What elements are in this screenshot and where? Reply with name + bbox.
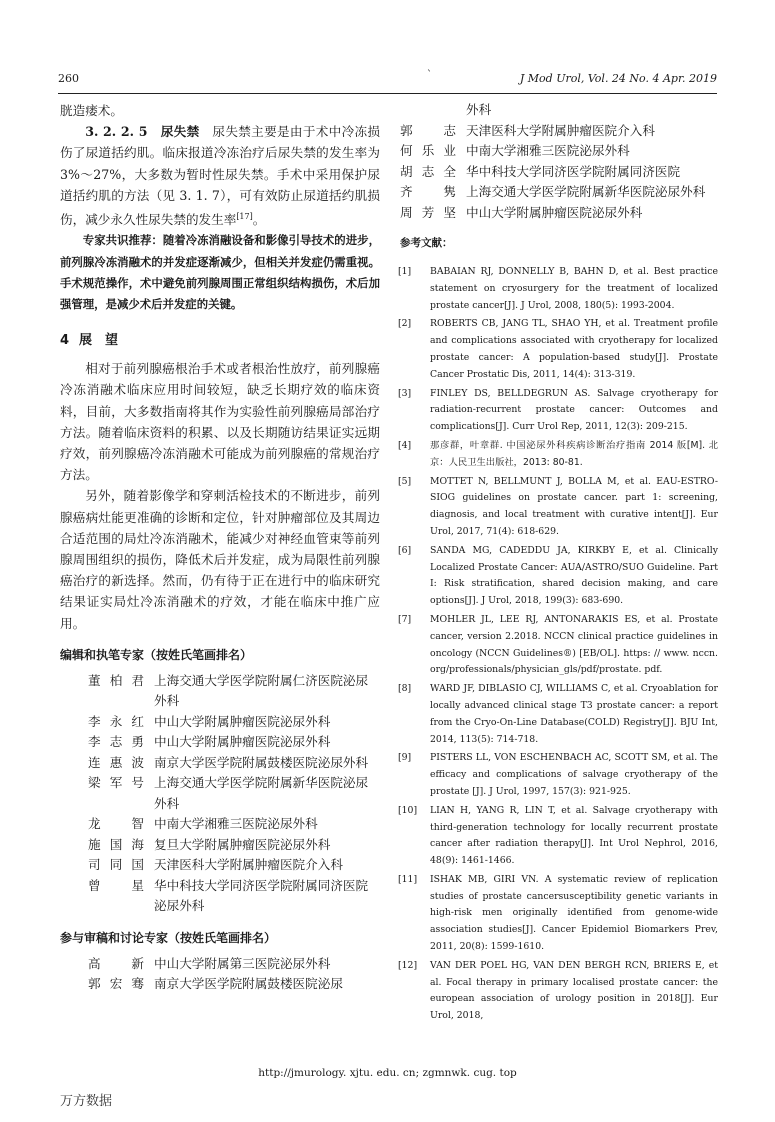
paragraph-cont: 胱造瘘术。 <box>60 103 123 118</box>
subsection-heading: 3. 2. 2. 5 尿失禁 <box>85 124 213 140</box>
editor-affiliation: 上海交通大学医学院附属新华医院泌尿外科 <box>154 775 369 811</box>
reviewer-item <box>398 162 718 183</box>
editor-name: 梁军号 <box>88 775 144 791</box>
reference-item <box>398 750 718 800</box>
reference-text: BABAIAN RJ, DONNELLY B, BAHN D, et al. Best practice statement on cryosurgery for the treatment of localized prostate cancer[J]. J Urol, 2008, 180(5): 1993-2004. <box>430 266 718 311</box>
editor-affiliation: 天津医科大学附属肿瘤医院介入科 <box>154 857 343 873</box>
reference-item <box>398 612 718 679</box>
editors-list <box>60 671 380 917</box>
reviewer-item <box>398 182 718 203</box>
reference-text: ROBERTS CB, JANG TL, SHAO YH, et al. Treatment profile and complications associated with cryotherapy for localized prostate cancer: A population-based study[J]. Prostate Cancer Prostatic Dis, 2011, 14(4): 313-319. <box>430 318 718 380</box>
reviewer-affiliation: 华中科技大学同济医学院附属同济医院 <box>466 163 681 179</box>
editor-name: 李永红 <box>88 713 144 729</box>
editor-affiliation: 中南大学湘雅三医院泌尿外科 <box>154 816 318 832</box>
reference-number: [10] <box>398 804 418 816</box>
reviewer-name: 高 新 <box>88 955 144 971</box>
reviewer-name: 郭宏骞 <box>88 976 144 992</box>
editor-affiliation: 华中科技大学同济医学院附属同济医院泌尿外科 <box>154 877 369 914</box>
editors-heading: 编辑和执笔专家（按姓氏笔画排名） <box>60 647 253 662</box>
references-heading: 参考文献： <box>400 237 453 249</box>
editor-item <box>60 773 380 814</box>
reference-item <box>398 316 718 383</box>
reference-number: [9] <box>398 752 412 764</box>
reviewer-affiliation: 中山大学附属第三医院泌尿外科 <box>154 955 331 971</box>
reviewer-name: 周芳坚 <box>400 204 456 220</box>
reviewer-item <box>60 974 380 995</box>
editor-affiliation: 复旦大学附属肿瘤医院泌尿外科 <box>154 836 331 852</box>
reference-item <box>398 681 718 748</box>
reference-item <box>398 872 718 956</box>
paragraph-outlook-1: 相对于前列腺癌根治手术或者根治性放疗，前列腺癌冷冻消融术临床应用时间较短，缺乏长期疗效的临床资料，目前，大多数指南将其作为实验性前列腺癌局部治疗方法。随着临床资料的积累、以及长期随访结果证实远期疗效，前列腺癌冷冻消融术可能成为前列腺癌的常规治疗方法。 <box>60 361 380 483</box>
citation: [17] <box>236 212 253 222</box>
reviewer-name <box>400 100 456 121</box>
page-number: 260 <box>58 72 79 85</box>
editor-name: 董柏君 <box>88 672 144 688</box>
reference-text: WARD JF, DIBLASIO CJ, WILLIAMS C, et al. Cryoablation for locally advanced clinical stage T3 prostate cancer: a report from the Cryo-On-Line Database(COLD) Registry[J]. BJU Int, 2014, 113(5): 714-718. <box>430 683 718 745</box>
editor-name: 施国海 <box>88 836 144 852</box>
editor-item <box>60 876 380 917</box>
reference-number: [11] <box>398 873 418 885</box>
reference-number: [6] <box>398 544 412 556</box>
editor-item <box>60 712 380 733</box>
reference-item <box>398 474 718 541</box>
reviewer-name: 郭 志 <box>400 122 456 138</box>
header-rule <box>58 93 717 94</box>
reviewer-name: 何乐业 <box>400 143 456 158</box>
paragraph-end: 。 <box>252 212 266 228</box>
reference-item <box>398 803 718 870</box>
reference-number: [8] <box>398 683 412 695</box>
reference-text: LIAN H, YANG R, LIN T, et al. Salvage cryotherapy with third-generation technology for locally recurrent prostate cancer after radiation therapy[J]. Int Urol Nephrol, 2016, 48(9): 1461-1466. <box>430 804 718 867</box>
reference-text: SANDA MG, CADEDDU JA, KIRKBY E, et al. Clinically Localized Prostate Cancer: AUA/ASTRO/SUO Guideline. Part I: Risk stratification, shared decision making, and care options[J]. J Urol, 2018, 199(3): 683-690. <box>430 544 718 607</box>
reference-number: [12] <box>398 959 418 971</box>
editor-affiliation: 上海交通大学医学院附属仁济医院泌尿外科 <box>154 672 369 709</box>
reference-number: [2] <box>398 318 412 330</box>
reference-text: MOTTET N, BELLMUNT J, BOLLA M, et al. EAU-ESTRO-SIOG guidelines on prostate cancer. part 1: screening, diagnosis, and local treatment with curative intent[J]. Eur Urol, 2017, 71(4): 618-629. <box>430 475 718 537</box>
editor-name: 司同国 <box>88 857 144 873</box>
editor-item <box>60 732 380 753</box>
reference-text: 那彦群，叶章群. 中国泌尿外科疾病诊断治疗指南 2014 版[M]. 北京：人民卫生出版社，2013: 80-81. <box>430 439 718 468</box>
left-column <box>60 100 380 995</box>
section-number: 4 <box>60 333 70 349</box>
editor-name: 李志勇 <box>88 734 144 750</box>
reviewer-name: 齐 隽 <box>400 184 456 199</box>
right-column <box>398 100 718 1027</box>
reviewers-heading: 参与审稿和讨论专家（按姓氏笔画排名） <box>60 930 277 945</box>
reviewer-item <box>398 121 718 142</box>
consensus-recommendation: 专家共识推荐：随着冷冻消融设备和影像引导技术的进步，前列腺冷冻消融术的并发症逐渐减少，但相关并发症仍需重视。手术规范操作，术中避免前列腺周围正常组织结构损伤，术后加强管理，是减少术后并发症的关键。 <box>60 233 380 312</box>
reviewer-item <box>60 954 380 975</box>
reviewer-affiliation: 天津医科大学附属肿瘤医院介入科 <box>466 122 655 138</box>
reviewer-item <box>398 141 718 162</box>
editor-name: 曾 星 <box>88 877 144 893</box>
editor-affiliation: 中山大学附属肿瘤医院泌尿外科 <box>154 713 331 729</box>
reviewer-affiliation: 南京大学医学院附属鼓楼医院泌尿 <box>154 976 343 992</box>
reference-item <box>398 386 718 436</box>
editor-item <box>60 671 380 712</box>
reviewer-name: 胡志全 <box>400 163 456 179</box>
editor-item <box>60 835 380 856</box>
reviewer-item-cont <box>398 100 718 121</box>
reviewer-affiliation: 外科 <box>466 102 492 117</box>
reference-text: VAN DER POEL HG, VAN DEN BERGH RCN, BRIERS E, et al. Focal therapy in primary localised prostate cancer: the european association of urology position in 2018[J]. Eur Urol, 2018, <box>430 959 718 1022</box>
watermark: 万方数据 <box>60 1094 113 1109</box>
reference-item <box>398 438 718 472</box>
references-list <box>398 264 718 1025</box>
reference-text: PISTERS LL, VON ESCHENBACH AC, SCOTT SM, et al. The efficacy and complications of salvage cryotherapy of the prostate [J]. J Urol, 1997, 157(3): 921-925. <box>430 752 718 797</box>
reference-text: FINLEY DS, BELLDEGRUN AS. Salvage cryotherapy for radiation-recurrent prostate cancer: Outcomes and complications[J]. Curr Urol Rep, 2011, 12(3): 209-215. <box>430 387 718 433</box>
reference-number: [3] <box>398 387 412 399</box>
editor-name: 连惠波 <box>88 754 144 770</box>
paragraph-body: 尿失禁主要是由于术中冷冻损伤了尿道括约肌。临床报道冷冻治疗后尿失禁的发生率为 3%～27%，大多数为暂时性尿失禁。手术中采用保护尿道括约肌的方法（见 3. 1. 7），可有效防止尿道括约肌损伤，减少永久性尿失禁的发生率 <box>60 124 381 228</box>
reference-number: [5] <box>398 475 412 487</box>
reviewers-list <box>60 954 380 995</box>
editor-name: 龙 智 <box>88 816 144 832</box>
journal-header: J Mod Urol, Vol. 24 No. 4 Apr. 2019 <box>519 72 717 85</box>
reviewer-item <box>398 203 718 224</box>
reference-text: ISHAK MB, GIRI VN. A systematic review of replication studies of prostate cancersusceptibility genetic variants in high-risk men originally identified from genome-wide association studies[J]. Cancer Epidemiol Biomarkers Prev, 2011, 20(8): 1599-1610. <box>430 873 718 953</box>
reference-number: [4] <box>398 439 412 451</box>
reviewer-affiliation: 上海交通大学医学院附属新华医院泌尿外科 <box>466 184 706 199</box>
reference-item <box>398 543 718 610</box>
editor-affiliation: 南京大学医学院附属鼓楼医院泌尿外科 <box>154 754 369 770</box>
reference-item <box>398 264 718 314</box>
editor-item <box>60 855 380 876</box>
reviewer-affiliation: 中南大学湘雅三医院泌尿外科 <box>466 143 630 158</box>
editor-item <box>60 814 380 835</box>
editor-item <box>60 753 380 774</box>
section-heading <box>60 329 380 348</box>
reference-text: MOHLER JL, LEE RJ, ANTONARAKIS ES, et al. Prostate cancer, version 2.2018. NCCN clinical practice guidelines in oncology (NCCN Guidelines®) [EB/OL]. https: // www. nccn. org/professionals/physician_gls/pdf/prostate. pdf. <box>430 613 718 676</box>
footer-url: http://jmurology. xjtu. edu. cn; zgmnwk. cug. top <box>258 1067 517 1079</box>
paragraph-outlook-2: 另外，随着影像学和穿刺活检技术的不断进步，前列腺癌病灶能更准确的诊断和定位，针对肿瘤部位及其周边合适范围的局灶冷冻消融术，能减少对神经血管束等前列腺周围组织的损伤，降低术后并发症，成为局限性前列腺癌治疗的新选择。然而，仍有待于正在进行中的临床研究结果证实局灶冷冻消融术的疗效，才能在临床中推广应用。 <box>60 488 380 631</box>
reviewer-affiliation: 中山大学附属肿瘤医院泌尿外科 <box>466 204 643 220</box>
header-mark: ` <box>427 70 432 81</box>
section-title: 展 望 <box>79 333 119 349</box>
editor-affiliation: 中山大学附属肿瘤医院泌尿外科 <box>154 734 331 750</box>
paragraph-incontinence <box>60 121 380 230</box>
reference-number: [1] <box>398 266 412 277</box>
reference-number: [7] <box>398 613 412 625</box>
reference-item <box>398 958 718 1025</box>
